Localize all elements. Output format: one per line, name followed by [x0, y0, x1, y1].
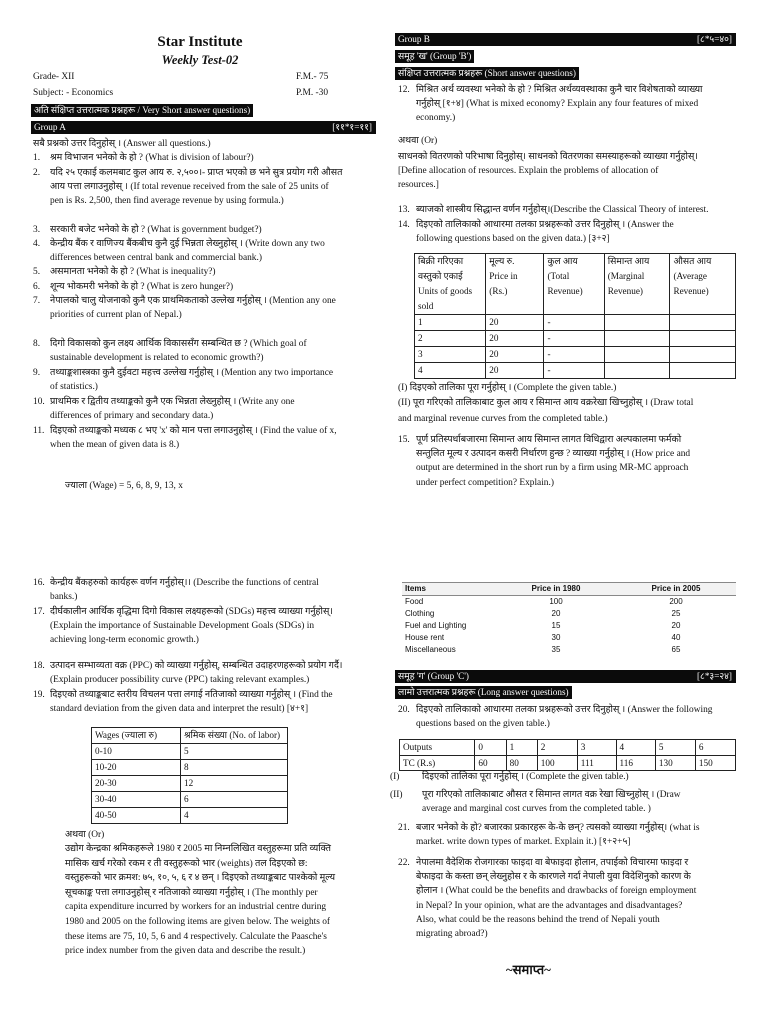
or-label-2: अथवा (Or)	[65, 830, 105, 840]
table-row	[415, 363, 736, 379]
paragraph-line: वस्तुहरूको भार क्रमश: ७५, १०, ५, ६ र ४ छन् । दिइएको तथ्याङ्कबाट पाश्केको मूल्य	[65, 873, 336, 884]
group-b-marks: [८*५=४०]	[696, 34, 732, 44]
question-text-line: दिइएको तथ्याङ्कको मध्यक ८ भए 'x' को मान पत्ता लगाउनुहोस् । (Find the value of x,	[50, 426, 337, 436]
table-cell: 5	[655, 740, 695, 756]
table-cell: House rent	[405, 633, 445, 642]
question-number: 21.	[398, 823, 410, 833]
table-cell: 30	[551, 633, 561, 642]
price-items-header: Price in 1980	[496, 583, 616, 596]
question-item	[390, 788, 736, 816]
table-cell: 5	[181, 744, 288, 760]
table-cell: 12	[181, 776, 288, 792]
table-header-line: वस्तुको एकाई	[418, 271, 463, 281]
question-text-line: output are determined in the short run by a firm using MR-MC approach	[416, 463, 689, 474]
question-text-line: banks.)	[50, 592, 78, 603]
table-cell: 60	[475, 755, 506, 771]
table-cell: -	[544, 347, 604, 363]
table-row	[402, 608, 736, 620]
question-text-line: priorities of current plan of Nepal.)	[50, 310, 182, 321]
question-number: 10.	[33, 397, 45, 407]
question-item	[398, 203, 736, 217]
table-row	[402, 632, 736, 644]
table-cell	[670, 315, 736, 331]
table-cell	[604, 347, 670, 363]
table-row	[92, 760, 288, 776]
paragraph-line: these items are 75, 10, 5, 6 and 4 respectively. Calculate the Paasche's	[65, 931, 327, 942]
question-text-line: sustainable development is related to economic growth?)	[50, 353, 264, 364]
question-number: 1.	[33, 153, 41, 163]
group-a-label: Group A	[34, 122, 66, 132]
table-cell: -	[544, 315, 604, 331]
table-cell: 40	[671, 633, 681, 642]
table-header-line: Price in	[489, 271, 518, 281]
table-cell	[670, 347, 736, 363]
paragraph-line: मासिक खर्च गरेको रकम र ती वस्तुहरूको भार (weights) तल दिइएको छ:	[65, 858, 308, 869]
table-cell	[604, 331, 670, 347]
sales-table-header-row	[415, 254, 736, 315]
question-item	[398, 703, 736, 731]
table-cell: 150	[695, 755, 735, 771]
question-number: 2.	[33, 168, 41, 178]
table-row	[92, 808, 288, 824]
question-text-line: (Explain the importance of Sustainable Development Goals (SDGs) in	[50, 621, 315, 632]
question-item	[33, 659, 385, 687]
table-row	[415, 331, 736, 347]
question-text-line: प्राथमिक र द्वितीय तथ्याङ्कको कुनै एक भिन्नता लेख्नुहोस् । (Write any one	[50, 397, 295, 407]
question-text-line: सन्तुलित मूल्य र उत्पादन कसरी निर्धारण हुन्छ ? व्याख्या गर्नुहोस् । (How price and	[416, 449, 691, 460]
subject-label: Subject: - Economics	[33, 88, 114, 98]
question-item	[398, 433, 736, 490]
table-cell: 10-20	[92, 760, 181, 776]
paragraph-line: उद्योग केन्द्रका श्रमिकहरूले 1980 र 2005 मा निम्नलिखित वस्तुहरूमा प्रति व्यक्ति	[65, 844, 332, 854]
table-cell: 100	[537, 755, 577, 771]
question-item	[33, 576, 385, 604]
table-header	[604, 254, 670, 315]
question-number: 9.	[33, 368, 41, 378]
question-text-line: Also, what could be the reasons behind the trend of Nepali youth	[416, 914, 660, 925]
question-text-line: दिइएको तालिकाको आधारमा तलका प्रश्नहरूको उत्तर दिनुहोस् । (Answer the	[416, 220, 674, 230]
table-header-line: (Marginal	[607, 271, 645, 281]
full-marks-label: F.M.- 75	[296, 72, 329, 82]
table-cell	[670, 363, 736, 379]
table-row	[415, 315, 736, 331]
table-cell: 0-10	[92, 744, 181, 760]
table-cell: 80	[506, 755, 537, 771]
question-text-line: श्रम विभाजन भनेको के हो ? (What is division of labour?)	[50, 153, 254, 163]
question-text-line: average and marginal cost curves from the completed table. )	[422, 804, 651, 815]
table-cell: -	[544, 363, 604, 379]
question-item	[398, 856, 736, 941]
question-text-line: दिगो विकासको कुन लक्ष्य आर्थिक विकाससँग सम्बन्धित छ ? (Which goal of	[50, 339, 307, 349]
question-text-line: असमानता भनेको के हो ? (What is inequality?)	[50, 267, 216, 277]
sa-heading-label: संक्षिप्त उत्तरात्मक प्रश्नहरू (Short answer questions)	[395, 67, 579, 80]
question-item	[33, 605, 385, 648]
paragraph-line: [Define allocation of resources. Explain the problems of allocation of	[398, 166, 659, 177]
table-cell: 3	[577, 740, 616, 756]
question-text-line: (Explain producer possibility curve (PPC) taking relevant examples.)	[50, 675, 310, 686]
wage-table-header: Wages (ज्याला रु)	[92, 728, 181, 744]
question-text-line: ब्याजको शास्त्रीय सिद्धान्त वर्णन गर्नुहोस्।(Describe the Classical Theory of interest.	[416, 205, 709, 215]
q19-or-paragraph	[65, 842, 385, 959]
question-text-line: pen is Rs. 2,500, then find average revenue by using formula.)	[50, 196, 284, 207]
sub-question-line: (I) दिइएको तालिका पूरा गर्नुहोस् । (Complete the given table.)	[398, 383, 617, 393]
sa-heading	[395, 67, 579, 81]
table-header	[670, 254, 736, 315]
table-header-line: (Total	[547, 271, 570, 281]
question-text-line: नेपालको चालु योजनाको कुनै एक प्राथमिकताको उल्लेख गर्नुहोस् । (Mention any one	[50, 296, 336, 306]
question-number: 20.	[398, 705, 410, 715]
table-header	[415, 254, 486, 315]
question-text-line: बेफाइदा के कस्ता छन् लेख्नुहोस र के कारणले गर्दा नेपाली युवा विदेशिनुको कारण के	[416, 872, 691, 883]
table-row	[402, 596, 736, 609]
table-cell: 0	[475, 740, 506, 756]
table-cell	[604, 363, 670, 379]
question-text-line: दीर्घकालीन आर्थिक वृद्धिमा दिगो विकास लक्ष्यहरूको (SDGs) महत्त्व व्याख्या गर्नुहोस्।	[50, 607, 333, 617]
table-header	[486, 254, 544, 315]
paragraph-line: price index number from the given data and describe the result.)	[65, 946, 306, 957]
institute-name: Star Institute	[157, 34, 243, 50]
table-cell: 30-40	[92, 792, 181, 808]
question-number: (I)	[390, 772, 400, 782]
question-number: 5.	[33, 267, 41, 277]
table-cell: 40-50	[92, 808, 181, 824]
table-cell: 116	[616, 755, 655, 771]
table-header-line: सिमान्त आय	[607, 256, 650, 266]
vsa-heading-label: अति संक्षिप्त उत्तरात्मक प्रश्नहरू / Very Short answer questions)	[31, 104, 253, 117]
table-row	[415, 347, 736, 363]
question-number: 16.	[33, 578, 45, 588]
sales-table	[414, 253, 736, 379]
group-c-bar	[395, 670, 736, 683]
table-row	[402, 620, 736, 632]
question-text-line: standard deviation from the given data and interpret the result) [४+१]	[50, 704, 309, 715]
question-text-line: उत्पादन सम्भाव्यता वक्र (PPC) को व्याख्या गर्नुहोस्, सम्बन्धित उदाहरणहरूको प्रयोग गर्दै।	[50, 661, 343, 671]
price-items-header-row	[402, 583, 736, 596]
question-text-line: under perfect competition? Explain.)	[416, 477, 554, 488]
la-heading-label: लामो उत्तरात्मक प्रश्नहरू (Long answer questions)	[395, 686, 572, 699]
question-text-line: तथ्याङ्कशास्त्रका कुनै दुईवटा महत्त्व उल्लेख गर्नुहोस् । (Mention any two importance	[50, 368, 334, 378]
price-items-table	[402, 582, 736, 656]
question-text-line: economy.)	[416, 113, 456, 124]
question-number: 3.	[33, 225, 41, 235]
table-cell: 15	[551, 621, 561, 630]
question-text-line: दिइएको तथ्याङ्कबाट स्तरीय विचलन पत्ता लगाई नतिजाको व्याख्या गर्नुहोस् । (Find the	[50, 690, 333, 700]
question-item	[33, 166, 385, 209]
question-item	[398, 83, 736, 126]
question-number: 19.	[33, 690, 45, 700]
table-cell: 20	[486, 347, 544, 363]
table-cell: 25	[671, 609, 681, 618]
question-text-line: achieving long-term economic growth.)	[50, 635, 199, 646]
question-number: 4.	[33, 239, 41, 249]
table-header-line: Revenue)	[547, 286, 583, 296]
group-a-marks: [११*१=११]	[332, 122, 372, 132]
paragraph-line: resources.]	[398, 180, 439, 191]
table-cell: 1	[415, 315, 486, 331]
table-cell: 111	[577, 755, 616, 771]
question-item	[33, 223, 385, 237]
table-cell: 2	[415, 331, 486, 347]
table-cell: Fuel and Lighting	[405, 621, 467, 630]
question-text-line: यदि २५ एकाई कलमबाट कुल आय रु. २,५००।- प्राप्त भएको छ भने सुत्र प्रयोग गरी औसत	[50, 168, 343, 178]
table-cell: 35	[551, 645, 561, 654]
table-row	[92, 776, 288, 792]
sub-question-line: and marginal revenue curves from the completed table.)	[398, 413, 608, 424]
table-cell: Food	[405, 597, 424, 606]
la-heading	[395, 686, 572, 700]
wage-table-header-row	[92, 728, 288, 744]
or-label-1: अथवा (Or)	[398, 136, 438, 146]
question-text-line: पूर्ण प्रतिस्पर्धाबजारमा सिमान्त आय सिमान्त लागत विधिद्वारा अल्पकालमा फर्मको	[416, 435, 682, 445]
table-header-line: बिक्री गरिएका	[418, 256, 464, 266]
table-cell: TC (R.s)	[400, 755, 475, 771]
table-cell	[670, 331, 736, 347]
question-number: 12.	[398, 85, 410, 95]
question-item	[33, 395, 385, 423]
question-item	[33, 151, 385, 165]
paragraph-line: 1980 and 2005 on the following items are given below. The weights of	[65, 916, 331, 927]
table-row	[92, 792, 288, 808]
table-cell: 130	[655, 755, 695, 771]
table-cell: 6	[181, 792, 288, 808]
pass-marks-label: P.M. -30	[296, 88, 329, 98]
group-a-bar	[31, 121, 376, 134]
question-text-line: केन्द्रीय बैंक र वाणिज्य बैंकबीच कुनै दुई भिन्नता लेख्नुहोस् । (Write down any two	[50, 239, 325, 249]
table-cell: 4	[181, 808, 288, 824]
question-item	[390, 770, 736, 784]
table-cell: 2	[537, 740, 577, 756]
vsa-heading	[31, 104, 253, 118]
table-cell: 20	[486, 331, 544, 347]
question-text-line: सरकारी बजेट भनेको के हो ? (What is government budget?)	[50, 225, 262, 235]
question-number: 11.	[33, 426, 45, 436]
price-items-header: Items	[402, 583, 496, 596]
question-item	[33, 280, 385, 294]
question-item	[33, 688, 385, 716]
grade-label: Grade- XII	[33, 72, 75, 82]
question-item	[33, 237, 385, 265]
question-item	[398, 218, 736, 246]
paragraph-line: capita expenditure incurred by workers for an industrial centre during	[65, 902, 327, 913]
table-cell: 4	[415, 363, 486, 379]
question-item	[33, 424, 385, 452]
table-cell: Miscellaneous	[405, 645, 456, 654]
table-row	[92, 744, 288, 760]
table-header-line: Revenue)	[607, 286, 643, 296]
question-text-line: होलान । (What could be the benefits and drawbacks of foreign employment	[416, 886, 697, 897]
table-cell: Clothing	[405, 609, 435, 618]
table-cell: 20	[486, 363, 544, 379]
table-header-line: Units of goods	[418, 286, 473, 296]
table-header-line: औसत आय	[673, 256, 712, 266]
table-cell: 20	[671, 621, 681, 630]
table-cell: -	[544, 331, 604, 347]
table-cell: 8	[181, 760, 288, 776]
question-text-line: of statistics.)	[50, 382, 98, 393]
table-cell: 20-30	[92, 776, 181, 792]
table-header-line: कुल आय	[547, 256, 578, 266]
group-b-sub-label: समूह 'ख' (Group 'B')	[395, 50, 474, 63]
end-mark: ~समाप्त~	[506, 962, 551, 977]
question-number: (II)	[390, 790, 403, 800]
question-number: 13.	[398, 205, 410, 215]
question-number: 17.	[33, 607, 45, 617]
table-cell: 6	[695, 740, 735, 756]
paragraph-line: सूचकाङ्क पत्ता लगाउनुहोस् र नतिजाको व्याख्या गर्नुहोस् । (The monthly per	[65, 887, 318, 898]
question-item	[398, 821, 736, 849]
table-cell: 20	[486, 315, 544, 331]
question-number: 15.	[398, 435, 410, 445]
question-text-line: दिइएको तालिकाको आधारमा तलका प्रश्नहरूको उत्तर दिनुहोस् । (Answer the following	[416, 705, 713, 715]
paragraph-line: साधनको वितरणको परिभाषा दिनुहोस्। साधनको वितरणका समस्याहरूको व्याख्या गर्नुहोस्।	[398, 152, 698, 162]
table-row	[400, 740, 736, 756]
table-header-line: (Rs.)	[489, 286, 508, 296]
question-text-line: when the mean of given data is 8.)	[50, 440, 180, 451]
instruction-text: सबै प्रश्नको उत्तर दिनुहोस् । (Answer all questions.)	[33, 139, 211, 149]
group-b-label: Group B	[398, 34, 430, 44]
question-text-line: differences between central bank and commercial bank.)	[50, 253, 262, 264]
question-text-line: differences of primary and secondary data.)	[50, 411, 214, 422]
group-c-label: समूह 'ग' (Group 'C')	[398, 671, 469, 681]
question-item	[33, 337, 385, 365]
table-cell: 1	[506, 740, 537, 756]
table-row	[402, 644, 736, 656]
wage-table	[91, 727, 288, 824]
question-number: 7.	[33, 296, 41, 306]
table-header-line: मूल्य रु.	[489, 256, 515, 266]
table-cell: 100	[549, 597, 563, 606]
table-cell	[604, 315, 670, 331]
group-b-bar	[395, 33, 736, 46]
question-text-line: in Nepal? In your opinion, what are the advantages and disadvantages?	[416, 900, 683, 911]
sub-question-line: (II) पूरा गरिएको तालिकाबाट कुल आय र सिमान्त आय वक्ररेखा खिच्नुहोस् । (Draw total	[398, 398, 694, 409]
q11-data: ज्याला (Wage) = 5, 6, 8, 9, 13, x	[65, 481, 183, 491]
group-c-marks: [८*३=२४]	[696, 671, 732, 681]
question-item	[33, 294, 385, 322]
question-text-line: बजार भनेको के हो? बजारका प्रकारहरू के-के छन्? त्यसको व्याख्या गर्नुहोस्। (what is	[416, 823, 700, 833]
wage-table-header: श्रमिक संख्या (No. of labor)	[181, 728, 288, 744]
question-text-line: शून्य भोकमरी भनेको के हो ? (What is zero hunger?)	[50, 282, 234, 292]
table-cell: 3	[415, 347, 486, 363]
price-items-header: Price in 2005	[616, 583, 736, 596]
question-text-line: following questions based on the given data.) [३+२]	[416, 234, 610, 245]
question-text-line: मिश्रित अर्थ व्यवस्था भनेको के हो ? मिश्रित अर्थव्यवस्थाका कुनै चार विशेषताको व्याख्या	[416, 85, 703, 95]
table-cell: 200	[669, 597, 683, 606]
question-text-line: market. write down types of market. Explain it.) [१+२+५]	[416, 837, 631, 848]
cost-table	[399, 739, 736, 771]
question-number: 6.	[33, 282, 41, 292]
question-item	[33, 265, 385, 279]
question-text-line: migrating abroad?)	[416, 929, 488, 940]
question-number: 22.	[398, 858, 410, 868]
question-item	[33, 366, 385, 394]
question-number: 14.	[398, 220, 410, 230]
group-b-sub-heading	[395, 50, 474, 64]
table-header-line: sold	[418, 301, 434, 311]
question-text-line: पूरा गरिएको तालिकाबाट औसत र सिमान्त लागत वक्र रेखा खिच्नुहोस् । (Draw	[422, 790, 681, 800]
question-text-line: केन्द्रीय बैंकहरुको कार्यहरू वर्णन गर्नुहोस्।। (Describe the functions of central	[50, 578, 319, 588]
test-title: Weekly Test-02	[161, 53, 239, 67]
question-number: 8.	[33, 339, 41, 349]
table-cell: 65	[671, 645, 681, 654]
table-header-line: (Average	[673, 271, 707, 281]
question-text-line: आय पत्ता लगाउनुहोस् । (If total revenue received from the sale of 25 units of	[50, 182, 329, 193]
table-cell: 4	[616, 740, 655, 756]
question-text-line: दिइएको तालिका पूरा गर्नुहोस् । (Complete the given table.)	[422, 772, 629, 782]
table-header	[544, 254, 604, 315]
question-text-line: questions based on the given table.)	[416, 719, 550, 730]
question-text-line: गर्नुहोस् [१+४] (What is mixed economy? Explain any four features of mixed	[416, 99, 699, 110]
table-cell: Outputs	[400, 740, 475, 756]
table-row	[400, 755, 736, 771]
question-number: 18.	[33, 661, 45, 671]
table-header-line: Revenue)	[673, 286, 709, 296]
question-text-line: नेपालमा वैदेशिक रोजगारका फाइदा वा बेफाइदा होलान, तपाईको विचारमा फाइदा र	[416, 858, 689, 868]
table-cell: 20	[551, 609, 561, 618]
